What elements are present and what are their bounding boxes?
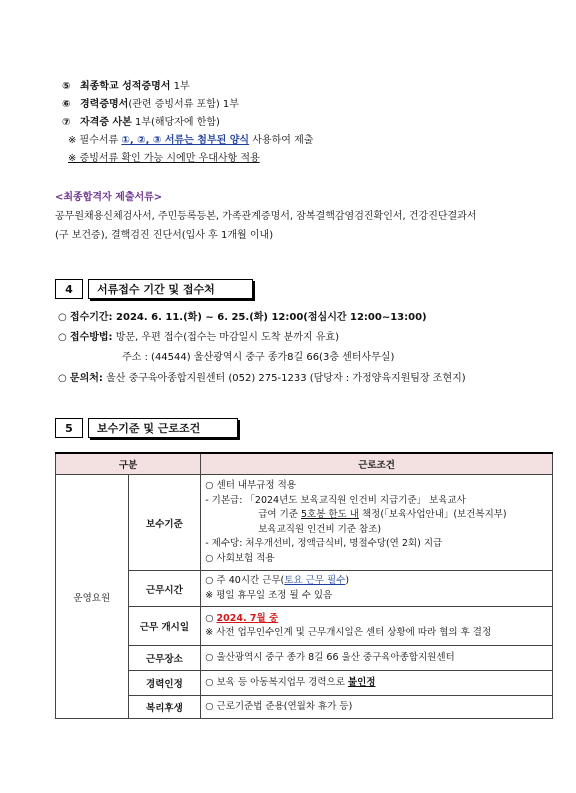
pay-line: 급여 기준 5호봉 한도 내 책정(「보육사업안내」(보건복지부) [258,509,507,520]
doc-item-title: 경력증명서 [80,99,129,110]
doc-item-detail: (관련 증빙서류 포함) 1부 [128,99,239,110]
pay-line: - 제수당: 처우개선비, 정액급식비, 명절수당(연 2회) 지급 [205,538,443,549]
table-row [56,646,553,671]
header-category: 구분 [56,453,201,475]
doc-item-7 [62,116,220,130]
section-4-number: 4 [55,279,83,299]
pay-line: - 기본급: 「2024년도 보육교직원 인건비 지급기준」 보육교사 [205,494,466,506]
doc-item-detail: 1부 [170,81,190,92]
hours-details: ○ 주 40시간 근무(토요 근무 필수) ※ 평일 휴무일 조정 될 수 있음 [201,571,553,607]
group-label: 운영요원 [56,475,129,719]
method-label: 접수방법: [69,332,113,343]
final-docs-heading: <최종합격자 제출서류> [55,192,163,203]
row-label-pay: 보수기준 [128,475,201,571]
row-label-welfare: 복리후생 [128,696,201,719]
pay-line: 보육교직원 인건비 기준 참조) [258,523,382,535]
pay-line: ○ 센터 내부규정 적용 [205,480,296,491]
bullet-circle-icon: ○ [58,312,70,323]
doc-item-num: ⑤ [62,81,71,92]
doc-item-6 [62,98,239,112]
note-suffix: 사용하여 제출 [249,135,314,146]
header-conditions: 근로조건 [201,453,553,475]
place-details: ○ 울산광역시 중구 종가 8길 66 울산 중구육아종합지원센터 [201,646,553,671]
career-not-recognized: 불인정 [347,676,376,688]
table-header-row [56,453,553,475]
final-docs-line-2: (구 보건증), 결핵검진 진단서(입사 후 1개월 이내) [55,230,274,241]
doc-item-detail: 1부(해당자에 한함) [131,117,220,128]
row-label-place: 근무장소 [128,646,201,671]
doc-item-title: 최종학교 성적증명서 [80,81,171,92]
bullet-circle-icon: ○ [58,332,70,343]
section-5-number: 5 [55,418,83,438]
table-row [56,571,553,607]
row-label-hours: 근무시간 [128,571,201,607]
pay-details [201,475,553,571]
period-value: 2024. 6. 11.(화) ~ 6. 25.(화) 12:00(점심시간 12:00~13:00) [112,312,427,323]
doc-note-required [68,134,313,148]
doc-item-num: ⑦ [62,117,71,128]
bullet-circle-icon: ○ [58,373,70,384]
table-row [56,696,553,719]
start-date: 2024. 7월 중 [216,612,279,624]
saturday-required: 토요 근무 필수 [284,575,346,586]
career-details: ○ 보육 등 아동복지업무 경력으로 불인정 [201,671,553,696]
method-value: 방문, 우편 접수(접수는 마감일시 도착 분까지 유효) [112,332,339,343]
receipt-method [58,331,339,345]
note-highlight: ①, ②, ③ 서류는 첨부된 양식 [121,135,250,146]
doc-item-5 [62,80,190,94]
row-label-start: 근무 개시일 [128,607,201,646]
doc-item-num: ⑥ [62,99,71,110]
welfare-details: ○ 근로기준법 준용(연월차 휴가 등) [201,696,553,719]
receipt-period [58,311,427,325]
section-5-title: 보수기준 및 근로조건 [88,418,238,438]
start-details: ○ 2024. 7월 중 ※ 사전 업무인수인계 및 근무개시일은 센터 상황에 따라 협의 후 결정 [201,607,553,646]
table-row [56,607,553,646]
section-4-title: 서류접수 기간 및 접수처 [88,279,253,299]
receipt-address: 주소 : (44544) 울산광역시 중구 종가8길 66(3층 센터사무실) [122,352,395,363]
work-conditions-table [55,452,553,719]
contact-value: 울산 중구육아종합지원센터 (052) 275-1233 (담당자 : 가정양육지원팀장 조현지) [102,373,466,384]
table-row [56,475,553,571]
period-label: 접수기간: [69,312,113,323]
pay-limit: 5호봉 한도 내 [300,509,359,520]
doc-item-title: 자격증 사본 [80,117,132,128]
contact-label: 문의처: [69,373,103,384]
row-label-career: 경력인정 [128,671,201,696]
pay-line: ○ 사회보험 적용 [205,552,275,564]
final-docs-line-1: 공무원채용신체검사서, 주민등록등본, 가족관계증명서, 잠복결핵감염검진확인서, 건강진단결과서 [55,211,477,222]
receipt-contact [58,372,466,386]
doc-note-evidence: ※ 증빙서류 확인 가능 시에만 우대사항 적용 [68,153,260,164]
table-row [56,671,553,696]
note-prefix: ※ 필수서류 [68,135,122,146]
